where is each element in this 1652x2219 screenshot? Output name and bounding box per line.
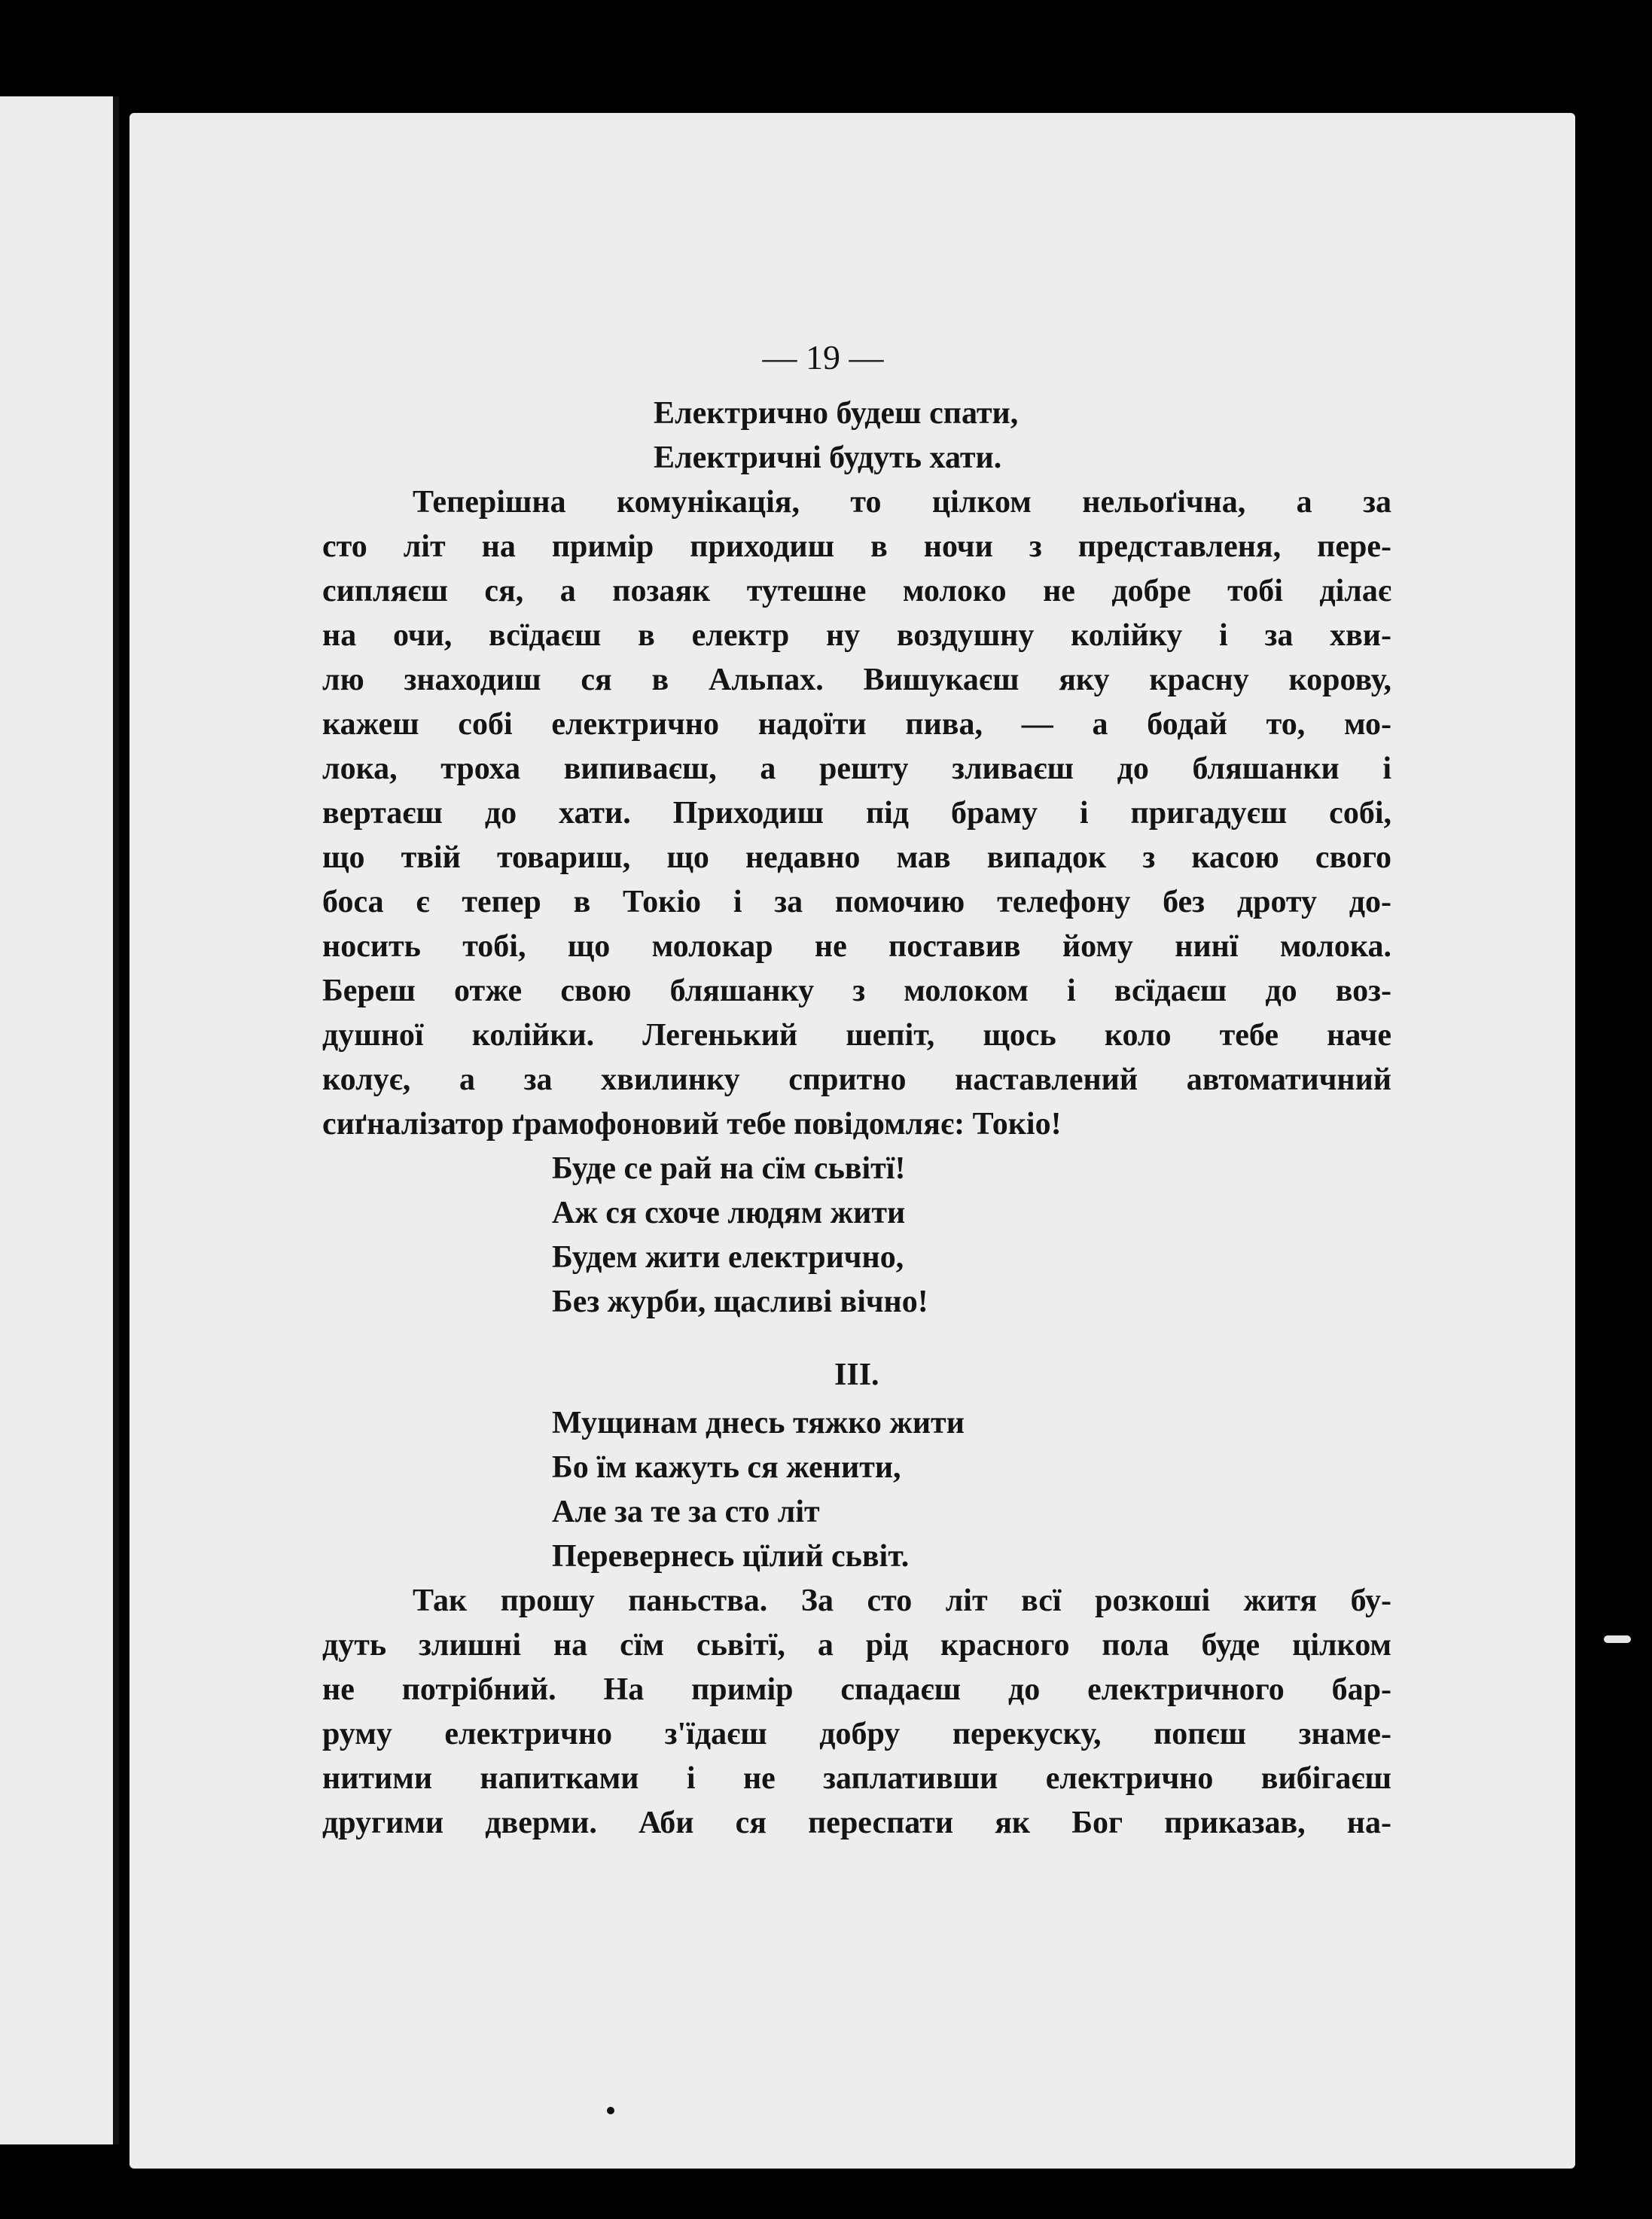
paragraph-line: носить тобі, що молокар не поставив йому нинї молока. bbox=[322, 929, 1391, 964]
paragraph-line: Теперішна комунікація, то цілком нельоґічна, а за bbox=[413, 485, 1391, 520]
paragraph-line: на очи, всїдаєш в електр ну воздушну колійку і за хви- bbox=[322, 618, 1391, 653]
paragraph-line: руму електрично з'їдаєш добру перекуску, попєш знаме- bbox=[322, 1717, 1391, 1751]
paragraph-line: Береш отже свою бляшанку з молоком і всїдаєш до воз- bbox=[322, 974, 1391, 1008]
verse-line: Буде се рай на сїм сьвітї! bbox=[552, 1151, 906, 1186]
paragraph-line: Так прошу паньства. За сто літ всї розкоші житя бу- bbox=[413, 1583, 1391, 1618]
paragraph-line: колує, а за хвилинку спритно наставлений автоматичний bbox=[322, 1062, 1391, 1097]
paragraph-line: сто літ на примір приходиш в ночи з представленя, пере- bbox=[322, 529, 1391, 564]
verse-line: Будем жити електрично, bbox=[552, 1240, 904, 1275]
verse-line: Бо їм кажуть ся женити, bbox=[552, 1450, 901, 1485]
book-binding bbox=[113, 96, 119, 2144]
page-edge-mark bbox=[1604, 1635, 1631, 1643]
ink-dot bbox=[607, 2107, 614, 2114]
paragraph-line: що твій товариш, що недавно мав випадок з касою свого bbox=[322, 840, 1391, 875]
paragraph-line: дуть злишні на сїм сьвітї, а рід красного пола буде цілком bbox=[322, 1628, 1391, 1663]
couplet bbox=[322, 392, 1391, 480]
paragraph-line: лю знаходиш ся в Альпах. Вишукаєш яку красну корову, bbox=[322, 663, 1391, 697]
paragraph-line: душної колійки. Легенький шепіт, щось коло тебе наче bbox=[322, 1018, 1391, 1053]
page-text bbox=[322, 324, 1391, 1846]
verse-line: Без журби, щасливі вічно! bbox=[552, 1285, 928, 1319]
verse-1 bbox=[322, 1147, 1391, 1324]
verse-line: Аж ся схоче людям жити bbox=[552, 1196, 906, 1230]
verse-2 bbox=[322, 1401, 1391, 1579]
couplet-line: Електрично будеш спати, bbox=[654, 396, 1019, 431]
paragraph-1 bbox=[322, 480, 1391, 1147]
paragraph-line: другими дверми. Аби ся переспати як Бог приказав, на- bbox=[322, 1806, 1391, 1840]
verse-line: Але за те за сто літ bbox=[552, 1495, 820, 1529]
paragraph-line: кажеш собі електрично надоїти пива, — а бодай то, мо- bbox=[322, 707, 1391, 742]
paragraph-2 bbox=[322, 1579, 1391, 1846]
paragraph-line: нитими напитками і не заплативши електрично вибігаєш bbox=[322, 1761, 1391, 1796]
section-heading: III. bbox=[834, 1358, 879, 1392]
paragraph-line: сиґналізатор ґрамофоновий тебе повідомляє: Токіо! bbox=[322, 1107, 1062, 1142]
paragraph-line: лока, троха випиваєш, а решту зливаєш до бляшанки і bbox=[322, 751, 1391, 786]
page-number: — 19 — bbox=[762, 338, 884, 376]
couplet-line: Електричні будуть хати. bbox=[654, 440, 1002, 475]
verse-line: Перевернесь цїлий сьвіт. bbox=[552, 1539, 910, 1574]
paragraph-line: не потрібний. На примір спадаєш до електричного бар- bbox=[322, 1672, 1391, 1707]
paragraph-line: сипляєш ся, а позаяк тутешне молоко не добре тобі ділає bbox=[322, 574, 1391, 608]
left-facing-page bbox=[0, 96, 113, 2144]
paragraph-line: вертаєш до хати. Приходиш під браму і пригадуєш собі, bbox=[322, 796, 1391, 831]
paragraph-line: боса є тепер в Токіо і за помочию телефону без дроту до- bbox=[322, 885, 1391, 919]
verse-line: Мущинам днесь тяжко жити bbox=[552, 1406, 965, 1440]
